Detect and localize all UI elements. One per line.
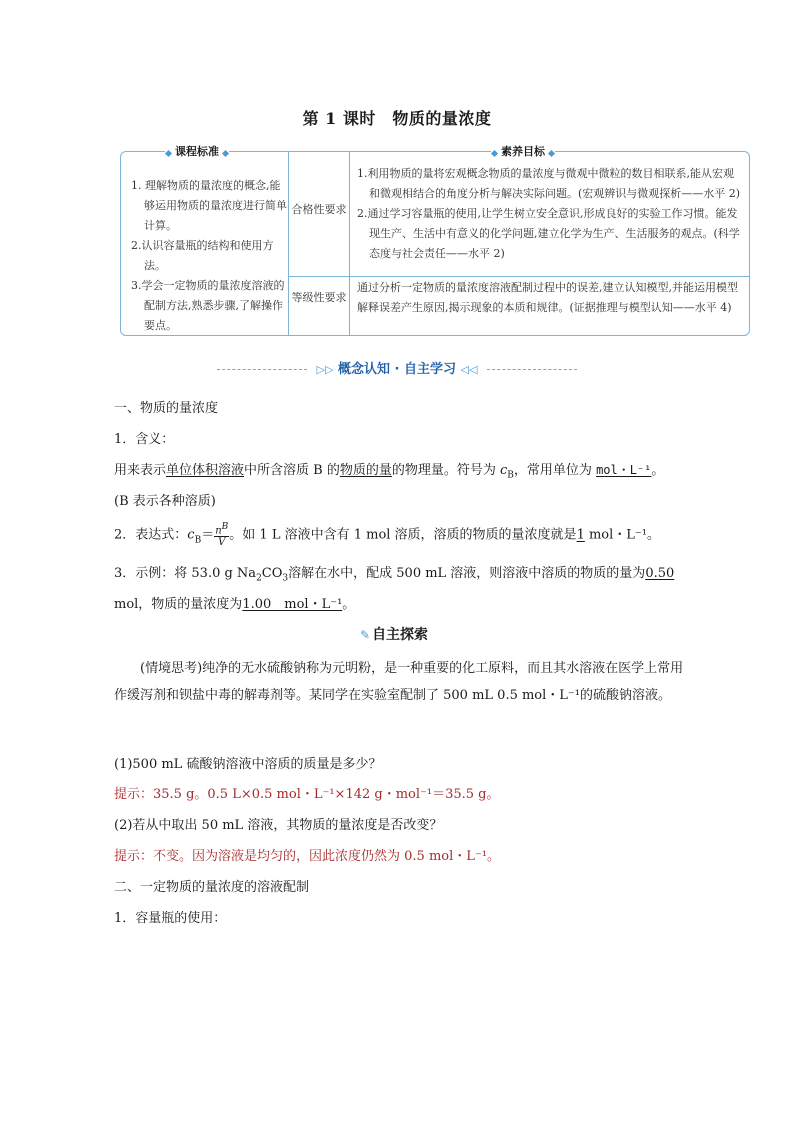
arrow-right-icon: ▷▷ bbox=[316, 363, 334, 376]
course-standard-item: 2.认识容量瓶的结构和使用方法。 bbox=[131, 239, 274, 272]
grade-goal-item: 通过分析一定物质的量浓度溶液配制过程中的误差,建立认知模型,并能运用模型解释误差产生原因,揭示现象的本质和规律。(证据推理与模型认知——水平 4) bbox=[357, 281, 738, 314]
expression-line: 2．表达式：$c_B=$ $\frac{nB}{V}$ 。如 1 L 溶液中含有 1 mol 溶质，溶质的物质的量浓度就是1 mol・L⁻¹。 bbox=[114, 522, 660, 549]
question-2: (2)若从中取出 50 mL 溶液，其物质的量浓度是否改变？ bbox=[114, 818, 443, 833]
formula-fraction: $\frac{nB}{V}$ bbox=[215, 522, 229, 549]
blank-answer: mol・L⁻¹ bbox=[596, 463, 652, 477]
hint-1: 提示：35.5 g。0.5 L×0.5 mol・L⁻¹×142 g・mol⁻¹＝35.5 g。 bbox=[114, 787, 500, 802]
explore-heading: ✎ 自主探索 bbox=[360, 627, 429, 643]
blank-answer: 物质的量 bbox=[339, 463, 392, 478]
hint-2: 提示：不变。因为溶液是均匀的，因此浓度仍然为 0.5 mol・L⁻¹。 bbox=[114, 849, 500, 864]
grade-goal-list bbox=[357, 278, 743, 318]
pass-goal-list bbox=[357, 164, 743, 264]
section1-heading: 一、物质的量浓度 bbox=[114, 401, 219, 416]
section2-item1: 1．容量瓶的使用： bbox=[114, 911, 227, 926]
blank-answer: 单位体积溶液 bbox=[166, 463, 245, 478]
banner-text: 概念认知 · 自主学习 bbox=[338, 362, 456, 377]
pass-goal-item: 1.利用物质的量将宏观概念物质的量浓度与微观中微粒的数目相联系,能从宏观和微观相结合的角度分析与解决实际问题。(宏观辨识与微观探析——水平 2) bbox=[357, 167, 741, 200]
arrow-left-icon: ◁◁ bbox=[460, 363, 478, 376]
scenario-paragraph: (情境思考)纯净的无水硫酸钠称为元明粉，是一种重要的化工原料，而且其水溶液在医学上常用作缓泻剂和钡盐中毒的解毒剂等。某同学在实验室配制了 500 mL 0.5 mol・L⁻¹的硫酸钠溶液。 bbox=[114, 661, 684, 703]
section2-heading: 二、一定物质的量浓度的溶液配制 bbox=[114, 880, 310, 895]
grade-level-label: 等级性要求 bbox=[291, 291, 347, 304]
example-line-1: 3．示例：将 53.0 g $Na_2CO_3$溶解在水中，配成 500 mL 溶液，则溶液中溶质的物质的量为0.50 bbox=[114, 566, 675, 584]
standards-table bbox=[120, 145, 750, 336]
blank-answer: 1 bbox=[576, 527, 585, 543]
course-standard-header: 课程标准 bbox=[165, 144, 229, 160]
question-1: (1)500 mL 硫酸钠溶液中溶质的质量是多少？ bbox=[114, 757, 382, 772]
pass-level-label: 合格性要求 bbox=[291, 203, 347, 216]
definition-line: 用来表示单位体积溶液中所含溶质 B 的物质的量的物理量。符号为 $c_B$，常用单位为 mol・L⁻¹。 bbox=[114, 463, 665, 481]
example-line-2: mol，物质的量浓度为1.00 mol・L⁻¹。 bbox=[114, 597, 356, 612]
literacy-goal-header: 素养目标 bbox=[491, 144, 555, 160]
section-banner bbox=[0, 358, 794, 377]
course-standard-list bbox=[131, 176, 287, 336]
blank-answer: 0.50 bbox=[645, 566, 675, 581]
solute-note: (B 表示各种溶质) bbox=[114, 494, 216, 509]
course-standard-item: 3.学会一定物质的量浓度溶液的配制方法,熟悉步骤,了解操作要点。 bbox=[131, 279, 285, 332]
course-standard-item: 1. 理解物质的量浓度的概念,能够运用物质的量浓度进行简单计算。 bbox=[131, 179, 287, 232]
item1-label: 1．含义： bbox=[114, 432, 175, 447]
pen-icon: ✎ bbox=[360, 628, 371, 642]
page-title: 第 1 课时 物质的量浓度 bbox=[302, 109, 492, 128]
pass-goal-item: 2.通过学习容量瓶的使用,让学生树立安全意识,形成良好的实验工作习惯。能发现生产、生活中有意义的化学问题,建立化学为生产、生活服务的观点。(科学态度与社会责任——水平 2) bbox=[357, 207, 740, 260]
blank-answer: 1.00 mol・L⁻¹ bbox=[242, 597, 343, 612]
